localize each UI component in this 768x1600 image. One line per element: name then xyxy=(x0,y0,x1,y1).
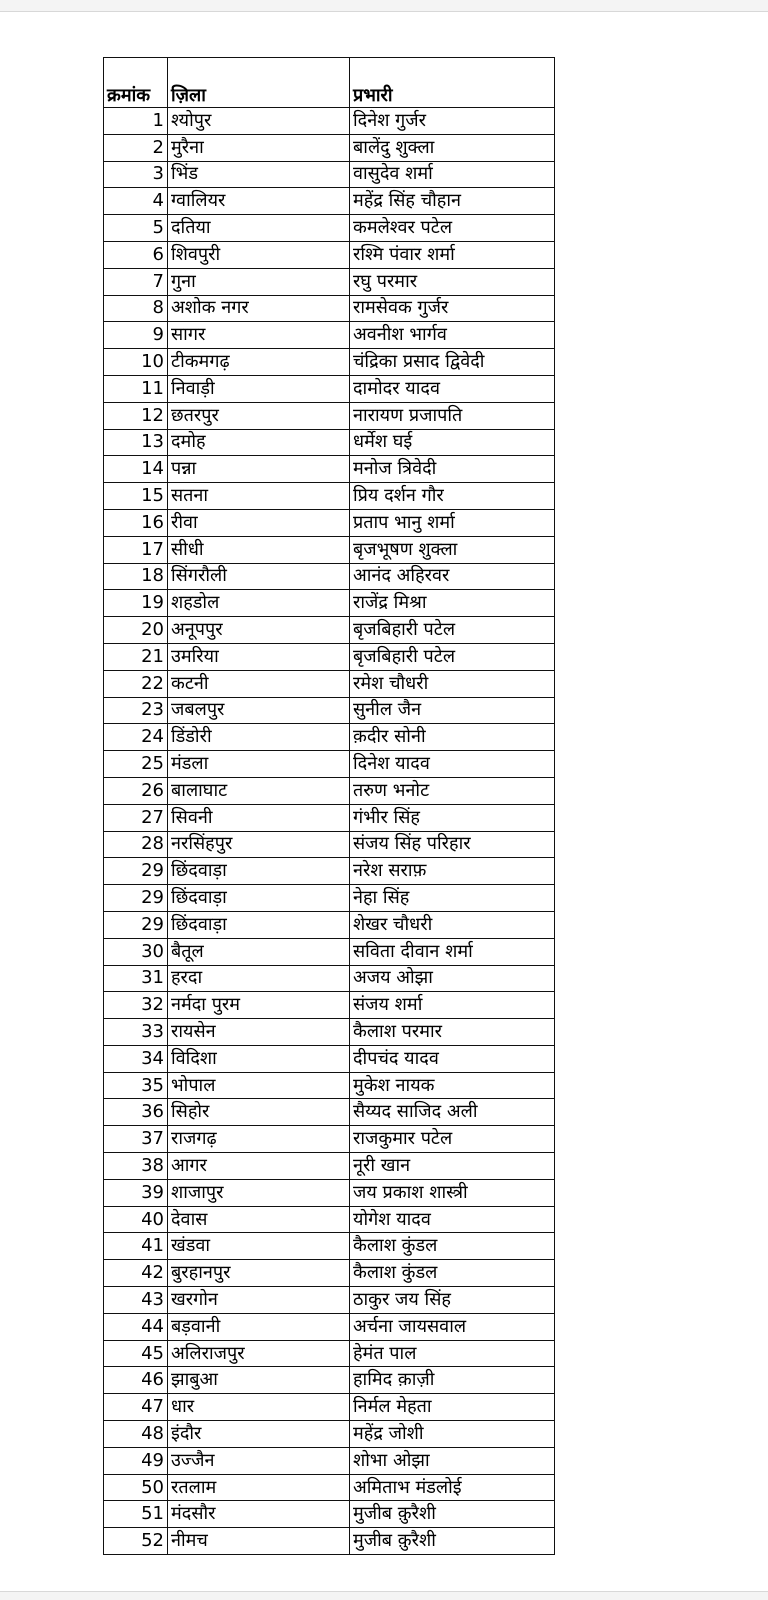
district-cell: धार xyxy=(168,1394,350,1421)
district-incharge-table xyxy=(103,57,555,1555)
in-charge-cell: रघु परमार xyxy=(350,268,555,295)
table-row xyxy=(104,938,555,965)
in-charge-cell: मुजीब क़ुरैशी xyxy=(350,1528,555,1555)
serial-number-cell: 20 xyxy=(104,617,168,644)
district-cell: उज्जैन xyxy=(168,1447,350,1474)
table-row xyxy=(104,349,555,376)
table-row xyxy=(104,1340,555,1367)
in-charge-cell: अमिताभ मंडलोई xyxy=(350,1474,555,1501)
serial-number-cell: 36 xyxy=(104,1099,168,1126)
header-serial-number: क्रमांक xyxy=(104,58,168,108)
serial-number-cell: 34 xyxy=(104,1045,168,1072)
in-charge-cell: जय प्रकाश शास्त्री xyxy=(350,1179,555,1206)
district-cell: निवाड़ी xyxy=(168,375,350,402)
in-charge-cell: निर्मल मेहता xyxy=(350,1394,555,1421)
district-cell: नर्मदा पुरम xyxy=(168,992,350,1019)
table-row xyxy=(104,241,555,268)
in-charge-cell: सैय्यद साजिद अली xyxy=(350,1099,555,1126)
district-cell: देवास xyxy=(168,1206,350,1233)
in-charge-cell: हेमंत पाल xyxy=(350,1340,555,1367)
district-cell: रतलाम xyxy=(168,1474,350,1501)
serial-number-cell: 41 xyxy=(104,1233,168,1260)
district-cell: अलिराजपुर xyxy=(168,1340,350,1367)
bottom-frame-bar xyxy=(0,1591,768,1600)
serial-number-cell: 38 xyxy=(104,1153,168,1180)
table-row xyxy=(104,697,555,724)
district-cell: छिंदवाड़ा xyxy=(168,858,350,885)
serial-number-cell: 29 xyxy=(104,911,168,938)
district-cell: झाबुआ xyxy=(168,1367,350,1394)
district-cell: मंदसौर xyxy=(168,1501,350,1528)
district-cell: छिंदवाड़ा xyxy=(168,885,350,912)
table-row xyxy=(104,831,555,858)
serial-number-cell: 32 xyxy=(104,992,168,1019)
serial-number-cell: 28 xyxy=(104,831,168,858)
table-row xyxy=(104,724,555,751)
in-charge-cell: ठाकुर जय सिंह xyxy=(350,1287,555,1314)
in-charge-cell: मुजीब क़ुरैशी xyxy=(350,1501,555,1528)
district-cell: सतना xyxy=(168,483,350,510)
in-charge-cell: रश्मि पंवार शर्मा xyxy=(350,241,555,268)
in-charge-cell: दीपचंद यादव xyxy=(350,1045,555,1072)
in-charge-cell: कैलाश कुंडल xyxy=(350,1260,555,1287)
top-frame-bar xyxy=(0,0,768,12)
serial-number-cell: 24 xyxy=(104,724,168,751)
in-charge-cell: रामसेवक गुर्जर xyxy=(350,295,555,322)
table-row xyxy=(104,268,555,295)
serial-number-cell: 29 xyxy=(104,885,168,912)
serial-number-cell: 25 xyxy=(104,751,168,778)
serial-number-cell: 3 xyxy=(104,161,168,188)
table-row xyxy=(104,402,555,429)
table-row xyxy=(104,108,555,135)
table-body xyxy=(104,108,555,1555)
table-row xyxy=(104,670,555,697)
district-cell: कटनी xyxy=(168,670,350,697)
in-charge-cell: आनंद अहिरवर xyxy=(350,563,555,590)
district-cell: अशोक नगर xyxy=(168,295,350,322)
serial-number-cell: 5 xyxy=(104,215,168,242)
serial-number-cell: 44 xyxy=(104,1313,168,1340)
district-cell: सिवनी xyxy=(168,804,350,831)
in-charge-cell: बृजबिहारी पटेल xyxy=(350,643,555,670)
district-cell: बैतूल xyxy=(168,938,350,965)
table-row xyxy=(104,777,555,804)
serial-number-cell: 42 xyxy=(104,1260,168,1287)
table-row xyxy=(104,1019,555,1046)
serial-number-cell: 6 xyxy=(104,241,168,268)
district-cell: नीमच xyxy=(168,1528,350,1555)
serial-number-cell: 52 xyxy=(104,1528,168,1555)
table-row xyxy=(104,1447,555,1474)
serial-number-cell: 13 xyxy=(104,429,168,456)
table-row xyxy=(104,429,555,456)
district-cell: डिंडोरी xyxy=(168,724,350,751)
serial-number-cell: 39 xyxy=(104,1179,168,1206)
district-cell: जबलपुर xyxy=(168,697,350,724)
in-charge-cell: कमलेश्वर पटेल xyxy=(350,215,555,242)
in-charge-cell: बृजबिहारी पटेल xyxy=(350,617,555,644)
table-row xyxy=(104,1179,555,1206)
in-charge-cell: हामिद क़ाज़ी xyxy=(350,1367,555,1394)
district-cell: हरदा xyxy=(168,965,350,992)
in-charge-cell: अवनीश भार्गव xyxy=(350,322,555,349)
table-row xyxy=(104,1501,555,1528)
serial-number-cell: 40 xyxy=(104,1206,168,1233)
district-cell: श्योपुर xyxy=(168,108,350,135)
table-row xyxy=(104,1126,555,1153)
district-cell: रायसेन xyxy=(168,1019,350,1046)
in-charge-cell: धर्मेश घई xyxy=(350,429,555,456)
serial-number-cell: 9 xyxy=(104,322,168,349)
district-cell: बुरहानपुर xyxy=(168,1260,350,1287)
district-cell: खरगोन xyxy=(168,1287,350,1314)
in-charge-cell: कैलाश कुंडल xyxy=(350,1233,555,1260)
table-row xyxy=(104,911,555,938)
district-cell: भोपाल xyxy=(168,1072,350,1099)
district-cell: इंदौर xyxy=(168,1421,350,1448)
in-charge-cell: बृजभूषण शुक्ला xyxy=(350,536,555,563)
in-charge-cell: संजय सिंह परिहार xyxy=(350,831,555,858)
serial-number-cell: 7 xyxy=(104,268,168,295)
serial-number-cell: 30 xyxy=(104,938,168,965)
district-cell: सागर xyxy=(168,322,350,349)
table-row xyxy=(104,134,555,161)
serial-number-cell: 12 xyxy=(104,402,168,429)
district-cell: दतिया xyxy=(168,215,350,242)
serial-number-cell: 33 xyxy=(104,1019,168,1046)
table-header-row xyxy=(104,58,555,108)
in-charge-cell: संजय शर्मा xyxy=(350,992,555,1019)
serial-number-cell: 49 xyxy=(104,1447,168,1474)
serial-number-cell: 19 xyxy=(104,590,168,617)
header-district: ज़िला xyxy=(168,58,350,108)
serial-number-cell: 11 xyxy=(104,375,168,402)
table-row xyxy=(104,617,555,644)
serial-number-cell: 17 xyxy=(104,536,168,563)
district-cell: शाजापुर xyxy=(168,1179,350,1206)
serial-number-cell: 29 xyxy=(104,858,168,885)
table-row xyxy=(104,1421,555,1448)
in-charge-cell: दिनेश गुर्जर xyxy=(350,108,555,135)
in-charge-cell: तरुण भनोट xyxy=(350,777,555,804)
district-cell: मंडला xyxy=(168,751,350,778)
district-cell: अनूपपुर xyxy=(168,617,350,644)
table-row xyxy=(104,1099,555,1126)
header-in-charge: प्रभारी xyxy=(350,58,555,108)
serial-number-cell: 14 xyxy=(104,456,168,483)
in-charge-cell: नरेश सराफ़ xyxy=(350,858,555,885)
in-charge-cell: महेंद्र जोशी xyxy=(350,1421,555,1448)
district-cell: उमरिया xyxy=(168,643,350,670)
district-cell: विदिशा xyxy=(168,1045,350,1072)
table-row xyxy=(104,1528,555,1555)
table-row xyxy=(104,1072,555,1099)
table-row xyxy=(104,992,555,1019)
district-cell: बालाघाट xyxy=(168,777,350,804)
table-row xyxy=(104,751,555,778)
district-cell: शहडोल xyxy=(168,590,350,617)
in-charge-cell: मुकेश नायक xyxy=(350,1072,555,1099)
in-charge-cell: शेखर चौधरी xyxy=(350,911,555,938)
in-charge-cell: प्रताप भानु शर्मा xyxy=(350,509,555,536)
table-row xyxy=(104,1287,555,1314)
in-charge-cell: प्रिय दर्शन गौर xyxy=(350,483,555,510)
district-cell: नरसिंहपुर xyxy=(168,831,350,858)
in-charge-cell: नूरी खान xyxy=(350,1153,555,1180)
serial-number-cell: 50 xyxy=(104,1474,168,1501)
table-row xyxy=(104,1313,555,1340)
in-charge-cell: रमेश चौधरी xyxy=(350,670,555,697)
in-charge-cell: सविता दीवान शर्मा xyxy=(350,938,555,965)
table-row xyxy=(104,858,555,885)
district-cell: राजगढ़ xyxy=(168,1126,350,1153)
district-cell: शिवपुरी xyxy=(168,241,350,268)
district-cell: आगर xyxy=(168,1153,350,1180)
serial-number-cell: 21 xyxy=(104,643,168,670)
serial-number-cell: 35 xyxy=(104,1072,168,1099)
in-charge-cell: नारायण प्रजापति xyxy=(350,402,555,429)
table-row xyxy=(104,885,555,912)
table-row xyxy=(104,1045,555,1072)
table-row xyxy=(104,295,555,322)
serial-number-cell: 47 xyxy=(104,1394,168,1421)
in-charge-cell: वासुदेव शर्मा xyxy=(350,161,555,188)
in-charge-cell: शोभा ओझा xyxy=(350,1447,555,1474)
district-cell: बड़वानी xyxy=(168,1313,350,1340)
in-charge-cell: मनोज त्रिवेदी xyxy=(350,456,555,483)
table-row xyxy=(104,590,555,617)
serial-number-cell: 27 xyxy=(104,804,168,831)
serial-number-cell: 26 xyxy=(104,777,168,804)
serial-number-cell: 8 xyxy=(104,295,168,322)
serial-number-cell: 45 xyxy=(104,1340,168,1367)
district-cell: पन्ना xyxy=(168,456,350,483)
table-row xyxy=(104,188,555,215)
serial-number-cell: 23 xyxy=(104,697,168,724)
serial-number-cell: 4 xyxy=(104,188,168,215)
table-row xyxy=(104,215,555,242)
serial-number-cell: 31 xyxy=(104,965,168,992)
in-charge-cell: दामोदर यादव xyxy=(350,375,555,402)
district-cell: गुना xyxy=(168,268,350,295)
table-row xyxy=(104,643,555,670)
table-row xyxy=(104,536,555,563)
table-row xyxy=(104,483,555,510)
district-cell: सीधी xyxy=(168,536,350,563)
serial-number-cell: 16 xyxy=(104,509,168,536)
table-row xyxy=(104,563,555,590)
table-row xyxy=(104,1153,555,1180)
table-row xyxy=(104,1260,555,1287)
in-charge-cell: चंद्रिका प्रसाद द्विवेदी xyxy=(350,349,555,376)
in-charge-cell: सुनील जैन xyxy=(350,697,555,724)
serial-number-cell: 15 xyxy=(104,483,168,510)
in-charge-cell: बालेंदु शुक्ला xyxy=(350,134,555,161)
district-cell: सिहोर xyxy=(168,1099,350,1126)
in-charge-cell: योगेश यादव xyxy=(350,1206,555,1233)
serial-number-cell: 10 xyxy=(104,349,168,376)
table-row xyxy=(104,456,555,483)
district-cell: रीवा xyxy=(168,509,350,536)
table-row xyxy=(104,1367,555,1394)
serial-number-cell: 37 xyxy=(104,1126,168,1153)
in-charge-cell: क़दीर सोनी xyxy=(350,724,555,751)
in-charge-cell: नेहा सिंह xyxy=(350,885,555,912)
serial-number-cell: 18 xyxy=(104,563,168,590)
in-charge-cell: अर्चना जायसवाल xyxy=(350,1313,555,1340)
serial-number-cell: 1 xyxy=(104,108,168,135)
table-row xyxy=(104,161,555,188)
table-row xyxy=(104,509,555,536)
table-row xyxy=(104,322,555,349)
in-charge-cell: राजकुमार पटेल xyxy=(350,1126,555,1153)
in-charge-cell: दिनेश यादव xyxy=(350,751,555,778)
table-row xyxy=(104,1233,555,1260)
table-row xyxy=(104,965,555,992)
district-cell: मुरैना xyxy=(168,134,350,161)
in-charge-cell: कैलाश परमार xyxy=(350,1019,555,1046)
serial-number-cell: 51 xyxy=(104,1501,168,1528)
district-cell: दमोह xyxy=(168,429,350,456)
district-cell: भिंड xyxy=(168,161,350,188)
district-cell: छतरपुर xyxy=(168,402,350,429)
serial-number-cell: 22 xyxy=(104,670,168,697)
in-charge-cell: अजय ओझा xyxy=(350,965,555,992)
table-row xyxy=(104,804,555,831)
in-charge-cell: महेंद्र सिंह चौहान xyxy=(350,188,555,215)
district-cell: खंडवा xyxy=(168,1233,350,1260)
serial-number-cell: 43 xyxy=(104,1287,168,1314)
in-charge-cell: राजेंद्र मिश्रा xyxy=(350,590,555,617)
in-charge-cell: गंभीर सिंह xyxy=(350,804,555,831)
district-cell: छिंदवाड़ा xyxy=(168,911,350,938)
table-row xyxy=(104,1206,555,1233)
district-cell: ग्वालियर xyxy=(168,188,350,215)
district-cell: सिंगरौली xyxy=(168,563,350,590)
table-row xyxy=(104,375,555,402)
serial-number-cell: 2 xyxy=(104,134,168,161)
table-row xyxy=(104,1474,555,1501)
serial-number-cell: 46 xyxy=(104,1367,168,1394)
serial-number-cell: 48 xyxy=(104,1421,168,1448)
table-row xyxy=(104,1394,555,1421)
district-cell: टीकमगढ़ xyxy=(168,349,350,376)
